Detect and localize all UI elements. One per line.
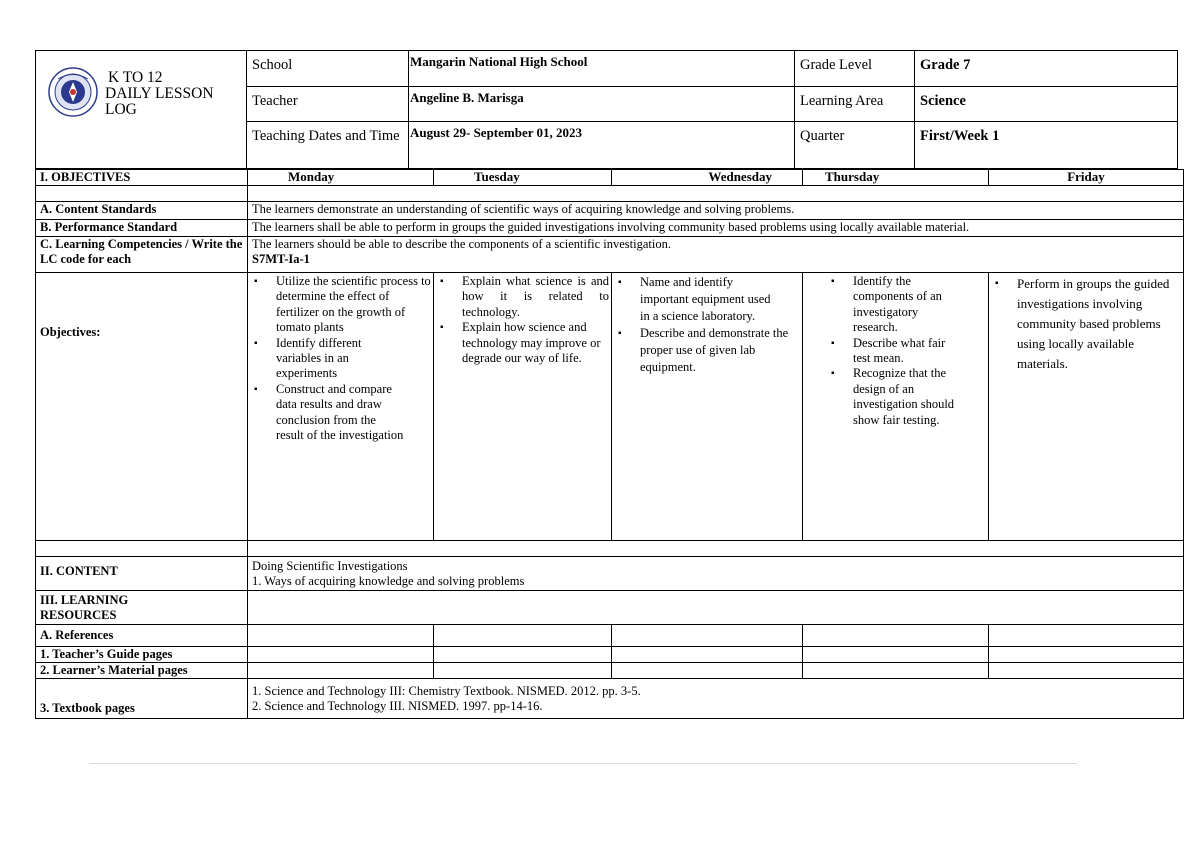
list-item: ▪ Name and identify important equipment used in a science laboratory. xyxy=(614,274,800,325)
grade-level-value: Grade 7 xyxy=(915,51,1178,87)
learning-area-value: Science xyxy=(915,87,1178,122)
school-value: Mangarin National High School xyxy=(409,51,795,87)
performance-standard-text: The learners shall be able to perform in groups the guided investigations involving community based problems using locally available material. xyxy=(248,220,1184,237)
learners-material-monday xyxy=(248,663,434,679)
objectives-tuesday xyxy=(434,273,612,541)
content-line-1: Doing Scientific Investigations xyxy=(252,559,408,573)
list-item: ▪ Construct and compare data results and draw conclusion from the result of the investigation xyxy=(250,382,431,444)
logo-cell xyxy=(36,51,247,169)
teachers-guide-monday xyxy=(248,647,434,663)
content-spacer xyxy=(36,541,248,557)
day-header-tuesday: Tuesday xyxy=(434,170,612,186)
quarter-value: First/Week 1 xyxy=(915,122,1178,169)
day-header-monday: Monday xyxy=(248,170,434,186)
learners-material-friday xyxy=(989,663,1184,679)
learning-area-label: Learning Area xyxy=(795,87,915,122)
objectives-spacer-span xyxy=(248,186,1184,202)
teachers-guide-wednesday xyxy=(612,647,803,663)
content-standards-text: The learners demonstrate an understanding of scientific ways of acquiring knowledge and solving problems. xyxy=(248,202,1184,220)
references-tuesday xyxy=(434,625,612,647)
competencies-code: S7MT-Ia-1 xyxy=(252,251,310,266)
competencies-cell xyxy=(248,237,1184,273)
teachers-guide-tuesday xyxy=(434,647,612,663)
content-heading: II. CONTENT xyxy=(36,557,248,591)
school-label: School xyxy=(247,51,409,87)
learners-material-thursday xyxy=(803,663,989,679)
objectives-wednesday-list xyxy=(614,274,800,376)
teacher-label: Teacher xyxy=(247,87,409,122)
teaching-dates-label: Teaching Dates and Time xyxy=(247,122,409,169)
references-thursday xyxy=(803,625,989,647)
dll-title xyxy=(105,69,214,118)
quarter-label: Quarter xyxy=(795,122,915,169)
references-label: A. References xyxy=(36,625,248,647)
lesson-log-table xyxy=(35,169,1184,719)
content-cell xyxy=(248,557,1184,591)
list-item: ▪ Explain how science and technology may improve or degrade our way of life. xyxy=(436,320,609,366)
header-table xyxy=(35,50,1178,169)
deped-seal-icon xyxy=(48,67,98,117)
day-header-thursday: Thursday xyxy=(803,170,989,186)
teachers-guide-friday xyxy=(989,647,1184,663)
objectives-wednesday xyxy=(612,273,803,541)
list-item: ▪ Describe what fair test mean. xyxy=(827,336,986,367)
content-line-2: 1. Ways of acquiring knowledge and solving problems xyxy=(252,573,525,588)
grade-level-label: Grade Level xyxy=(795,51,915,87)
learners-material-label: 2. Learner’s Material pages xyxy=(36,663,248,679)
list-item: ▪ Recognize that the design of an investigation should show fair testing. xyxy=(827,366,986,428)
objectives-friday-list xyxy=(991,274,1181,374)
day-header-friday: Friday xyxy=(989,170,1184,186)
textbook-label: 3. Textbook pages xyxy=(36,679,248,719)
day-header-wednesday: Wednesday xyxy=(612,170,803,186)
references-monday xyxy=(248,625,434,647)
objectives-label: Objectives: xyxy=(36,273,248,541)
competencies-label: C. Learning Competencies / Write the LC code for each xyxy=(36,237,248,273)
references-friday xyxy=(989,625,1184,647)
content-spacer-span xyxy=(248,541,1184,557)
references-wednesday xyxy=(612,625,803,647)
list-item: ▪ Identify the components of an investigatory research. xyxy=(827,274,986,336)
learners-material-tuesday xyxy=(434,663,612,679)
resources-heading: III. LEARNING RESOURCES xyxy=(36,591,248,625)
objectives-tuesday-list xyxy=(436,274,609,366)
dll-title-line-2: DAILY LESSON xyxy=(105,85,214,102)
textbook-line-1: 1. Science and Technology III: Chemistry Textbook. NISMED. 2012. pp. 3-5. xyxy=(252,684,641,698)
resources-span xyxy=(248,591,1184,625)
list-item: ▪ Explain what science is and how it is related to technology. xyxy=(436,274,609,320)
objectives-thursday xyxy=(803,273,989,541)
objectives-spacer xyxy=(36,186,248,202)
textbook-cell xyxy=(248,679,1184,719)
list-item: ▪ Identify different variables in an experiments xyxy=(250,336,431,382)
textbook-line-2: 2. Science and Technology III. NISMED. 1997. pp-14-16. xyxy=(252,698,543,713)
competencies-text: The learners should be able to describe the components of a scientific investigation. xyxy=(252,237,671,251)
list-item: ▪ Perform in groups the guided investigations involving community based problems using locally available materials. xyxy=(991,274,1181,374)
list-item: ▪ Utilize the scientific process to determine the effect of fertilizer on the growth of tomato plants xyxy=(250,274,431,336)
objectives-heading: I. OBJECTIVES xyxy=(36,170,248,186)
learners-material-wednesday xyxy=(612,663,803,679)
content-standards-label: A. Content Standards xyxy=(36,202,248,220)
objectives-friday xyxy=(989,273,1184,541)
dll-title-line-3: LOG xyxy=(105,101,137,118)
footer-divider xyxy=(90,763,1077,764)
objectives-thursday-list xyxy=(827,274,986,428)
performance-standard-label: B. Performance Standard xyxy=(36,220,248,237)
teachers-guide-label: 1. Teacher’s Guide pages xyxy=(36,647,248,663)
objectives-monday xyxy=(248,273,434,541)
teaching-dates-value: August 29- September 01, 2023 xyxy=(409,122,795,169)
objectives-monday-list xyxy=(250,274,431,443)
list-item: ▪ Describe and demonstrate the proper use of given lab equipment. xyxy=(614,325,800,376)
teacher-value: Angeline B. Marisga xyxy=(409,87,795,122)
teachers-guide-thursday xyxy=(803,647,989,663)
dll-title-line-1: K TO 12 xyxy=(108,69,163,86)
